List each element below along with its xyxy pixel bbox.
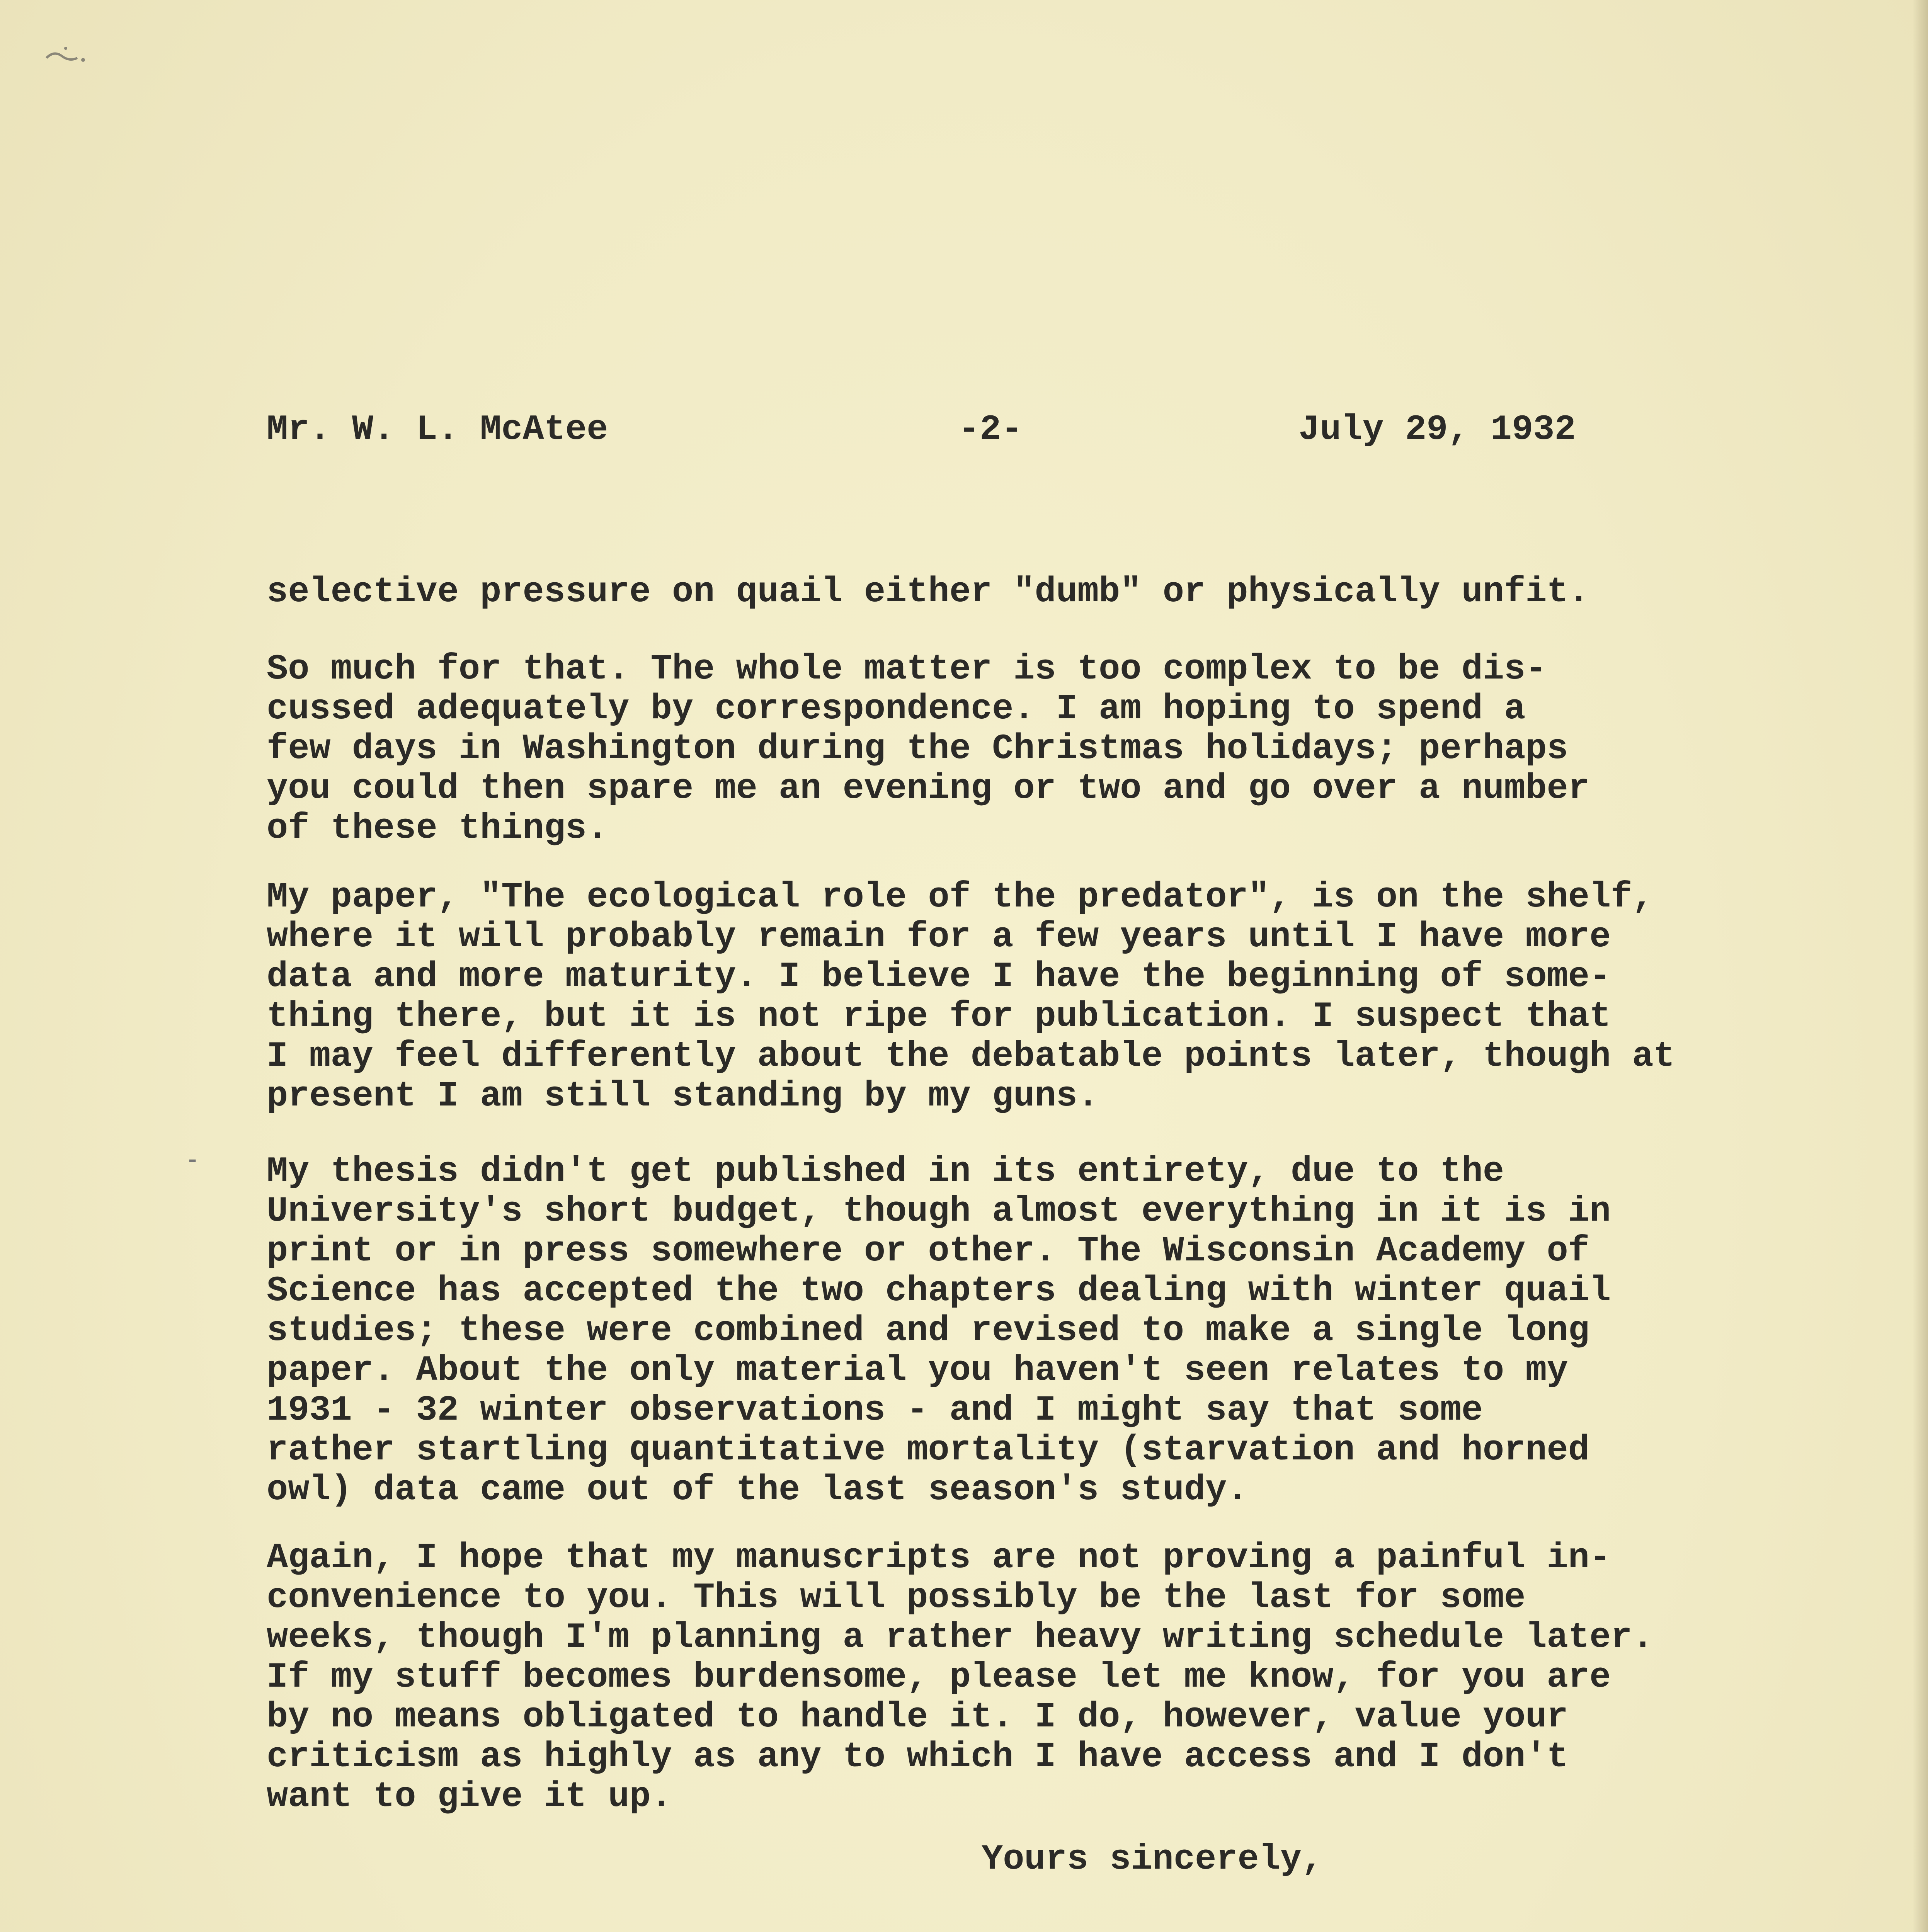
paragraph-3: My paper, "The ecological role of the predator", is on the shelf, where it will probably remain for a few years until I have more data and more maturity. I believe I have the beginning of some- thing there, but it is not ripe for publication. I suspect that I may feel differently about the debatable points later, though at present I am still standing by my guns. bbox=[267, 877, 1675, 1116]
paragraph-1: selective pressure on quail either "dumb" or physically unfit. bbox=[267, 571, 1589, 612]
paper-shadow-right bbox=[1913, 0, 1928, 1932]
paragraph-5: Again, I hope that my manuscripts are not proving a painful in- convenience to you. This will possibly be the last for some weeks, though I'm planning a rather heavy writing schedule later. If my stuff becomes burdensome, please let me know, for you are by no means obligated to handle it. I do, however, value your criticism as highly as any to which I have access and I don't want to give it up. bbox=[267, 1537, 1654, 1817]
ink-smudge-icon bbox=[43, 43, 93, 70]
closing-salutation: Yours sincerely, bbox=[982, 1839, 1323, 1879]
paragraph-4: My thesis didn't get published in its entirety, due to the University's short budget, though almost everything in it is in print or in press somewhere or other. The Wisconsin Academy of Science has accepted the two chapters dealing with winter quail studies; these were combined and revised to make a single long paper. About the only material you haven't seen relates to my 1931 - 32 winter observations - and I might say that some rather startling quantitative mortality (starvation and horned owl) data came out of the last season's study. bbox=[267, 1151, 1611, 1510]
page-number: -2- bbox=[958, 409, 1023, 450]
recipient-header: Mr. W. L. McAtee bbox=[267, 409, 608, 450]
margin-mark: - bbox=[185, 1148, 200, 1174]
paragraph-2: So much for that. The whole matter is too complex to be dis- cussed adequately by correspondence. I am hoping to spend a few days in Washington during the Christmas holidays; perhaps you could then spare me an evening or two and go over a number of these things. bbox=[267, 649, 1589, 849]
letter-date: July 29, 1932 bbox=[1298, 409, 1576, 450]
